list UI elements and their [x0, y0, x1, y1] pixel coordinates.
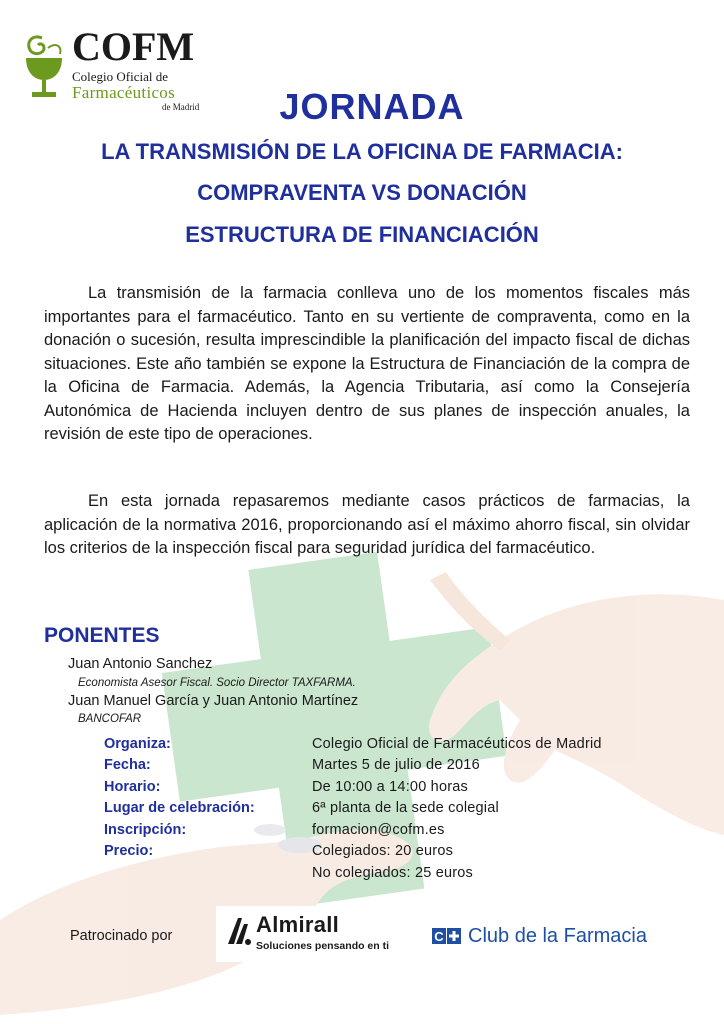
intro-paragraph: La transmisión de la farmacia conlleva uno de los momentos fiscales más importantes para el farmacéutico. Tanto en su vertiente de compraventa, como en la donación o sucesión, resulta imprescindible la planificación del impacto fiscal de dichas situaciones. Este año también se expone la Estructura de Financiación de la compra de la Oficina de Farmacia. Además, la Agencia Tributaria, así como la Consejería Autonómica de Hacienda incluyen dentro de sus planes de inspección anuales, la revisión de este tipo de operaciones. [44, 284, 690, 443]
detail-row-fecha [104, 755, 684, 777]
detail-value: No colegiados: 25 euros [312, 864, 473, 881]
speakers-heading: PONENTES [44, 624, 160, 647]
almirall-logo [216, 906, 406, 962]
club-farmacia-name: Club de la Farmacia [468, 924, 647, 947]
detail-value: 6ª planta de la sede colegial [312, 800, 499, 817]
detail-row-organiza [104, 733, 684, 755]
logo-acronym: COFM [72, 24, 195, 69]
logo-line-1: Colegio Oficial de [72, 69, 169, 84]
agenda-paragraph: En esta jornada repasaremos mediante casos prácticos de farmacias, la aplicación de la normativa 2016, proporcionando así el máximo ahorro fiscal, sin olvidar los criterios de la inspección fiscal para seguridad jurídica del farmacéutico. [44, 492, 690, 557]
detail-value: Martes 5 de julio de 2016 [312, 757, 480, 774]
page-title: JORNADA [279, 86, 465, 127]
speaker-name: Juan Antonio Sanchez [68, 656, 213, 672]
almirall-mark-icon [224, 914, 254, 948]
logo-line-2: Farmacéuticos [72, 83, 176, 102]
detail-row-horario [104, 776, 684, 798]
detail-value: De 10:00 a 14:00 horas [312, 778, 468, 795]
subtitle-1: LA TRANSMISIÓN DE LA OFICINA DE FARMACIA: [101, 139, 623, 164]
almirall-tagline: Soluciones pensando en ti [256, 940, 390, 952]
registration-email[interactable]: formacion@cofm.es [312, 821, 445, 838]
detail-label: Lugar de celebración: [104, 800, 255, 817]
detail-label: Precio: [104, 843, 154, 860]
club-farmacia-logo [432, 922, 647, 950]
event-details [104, 733, 684, 884]
almirall-name: Almirall [256, 912, 340, 937]
detail-row-precio-2 [104, 862, 684, 884]
detail-label: Organiza: [104, 735, 171, 752]
detail-value: Colegio Oficial de Farmacéuticos de Madrid [312, 735, 602, 752]
svg-text:C: C [434, 929, 444, 944]
detail-value: Colegiados: 20 euros [312, 843, 454, 860]
logo-line-3: de Madrid [162, 102, 200, 112]
sponsored-by-label: Patrocinado por [70, 928, 173, 944]
speaker-info: Economista Asesor Fiscal. Socio Director TAXFARMA. [78, 677, 356, 689]
subtitle-2: COMPRAVENTA VS DONACIÓN [197, 180, 527, 205]
speaker-info: BANCOFAR [78, 713, 142, 725]
detail-row-precio [104, 841, 684, 863]
club-cross-icon [432, 927, 462, 945]
speaker-name: Juan Manuel García y Juan Antonio Martínez [68, 693, 359, 709]
detail-row-inscripcion [104, 819, 684, 841]
detail-label: Inscripción: [104, 821, 187, 838]
detail-row-lugar [104, 798, 684, 820]
detail-label: Horario: [104, 778, 161, 795]
subtitle-3: ESTRUCTURA DE FINANCIACIÓN [185, 222, 539, 247]
detail-label: Fecha: [104, 757, 151, 774]
